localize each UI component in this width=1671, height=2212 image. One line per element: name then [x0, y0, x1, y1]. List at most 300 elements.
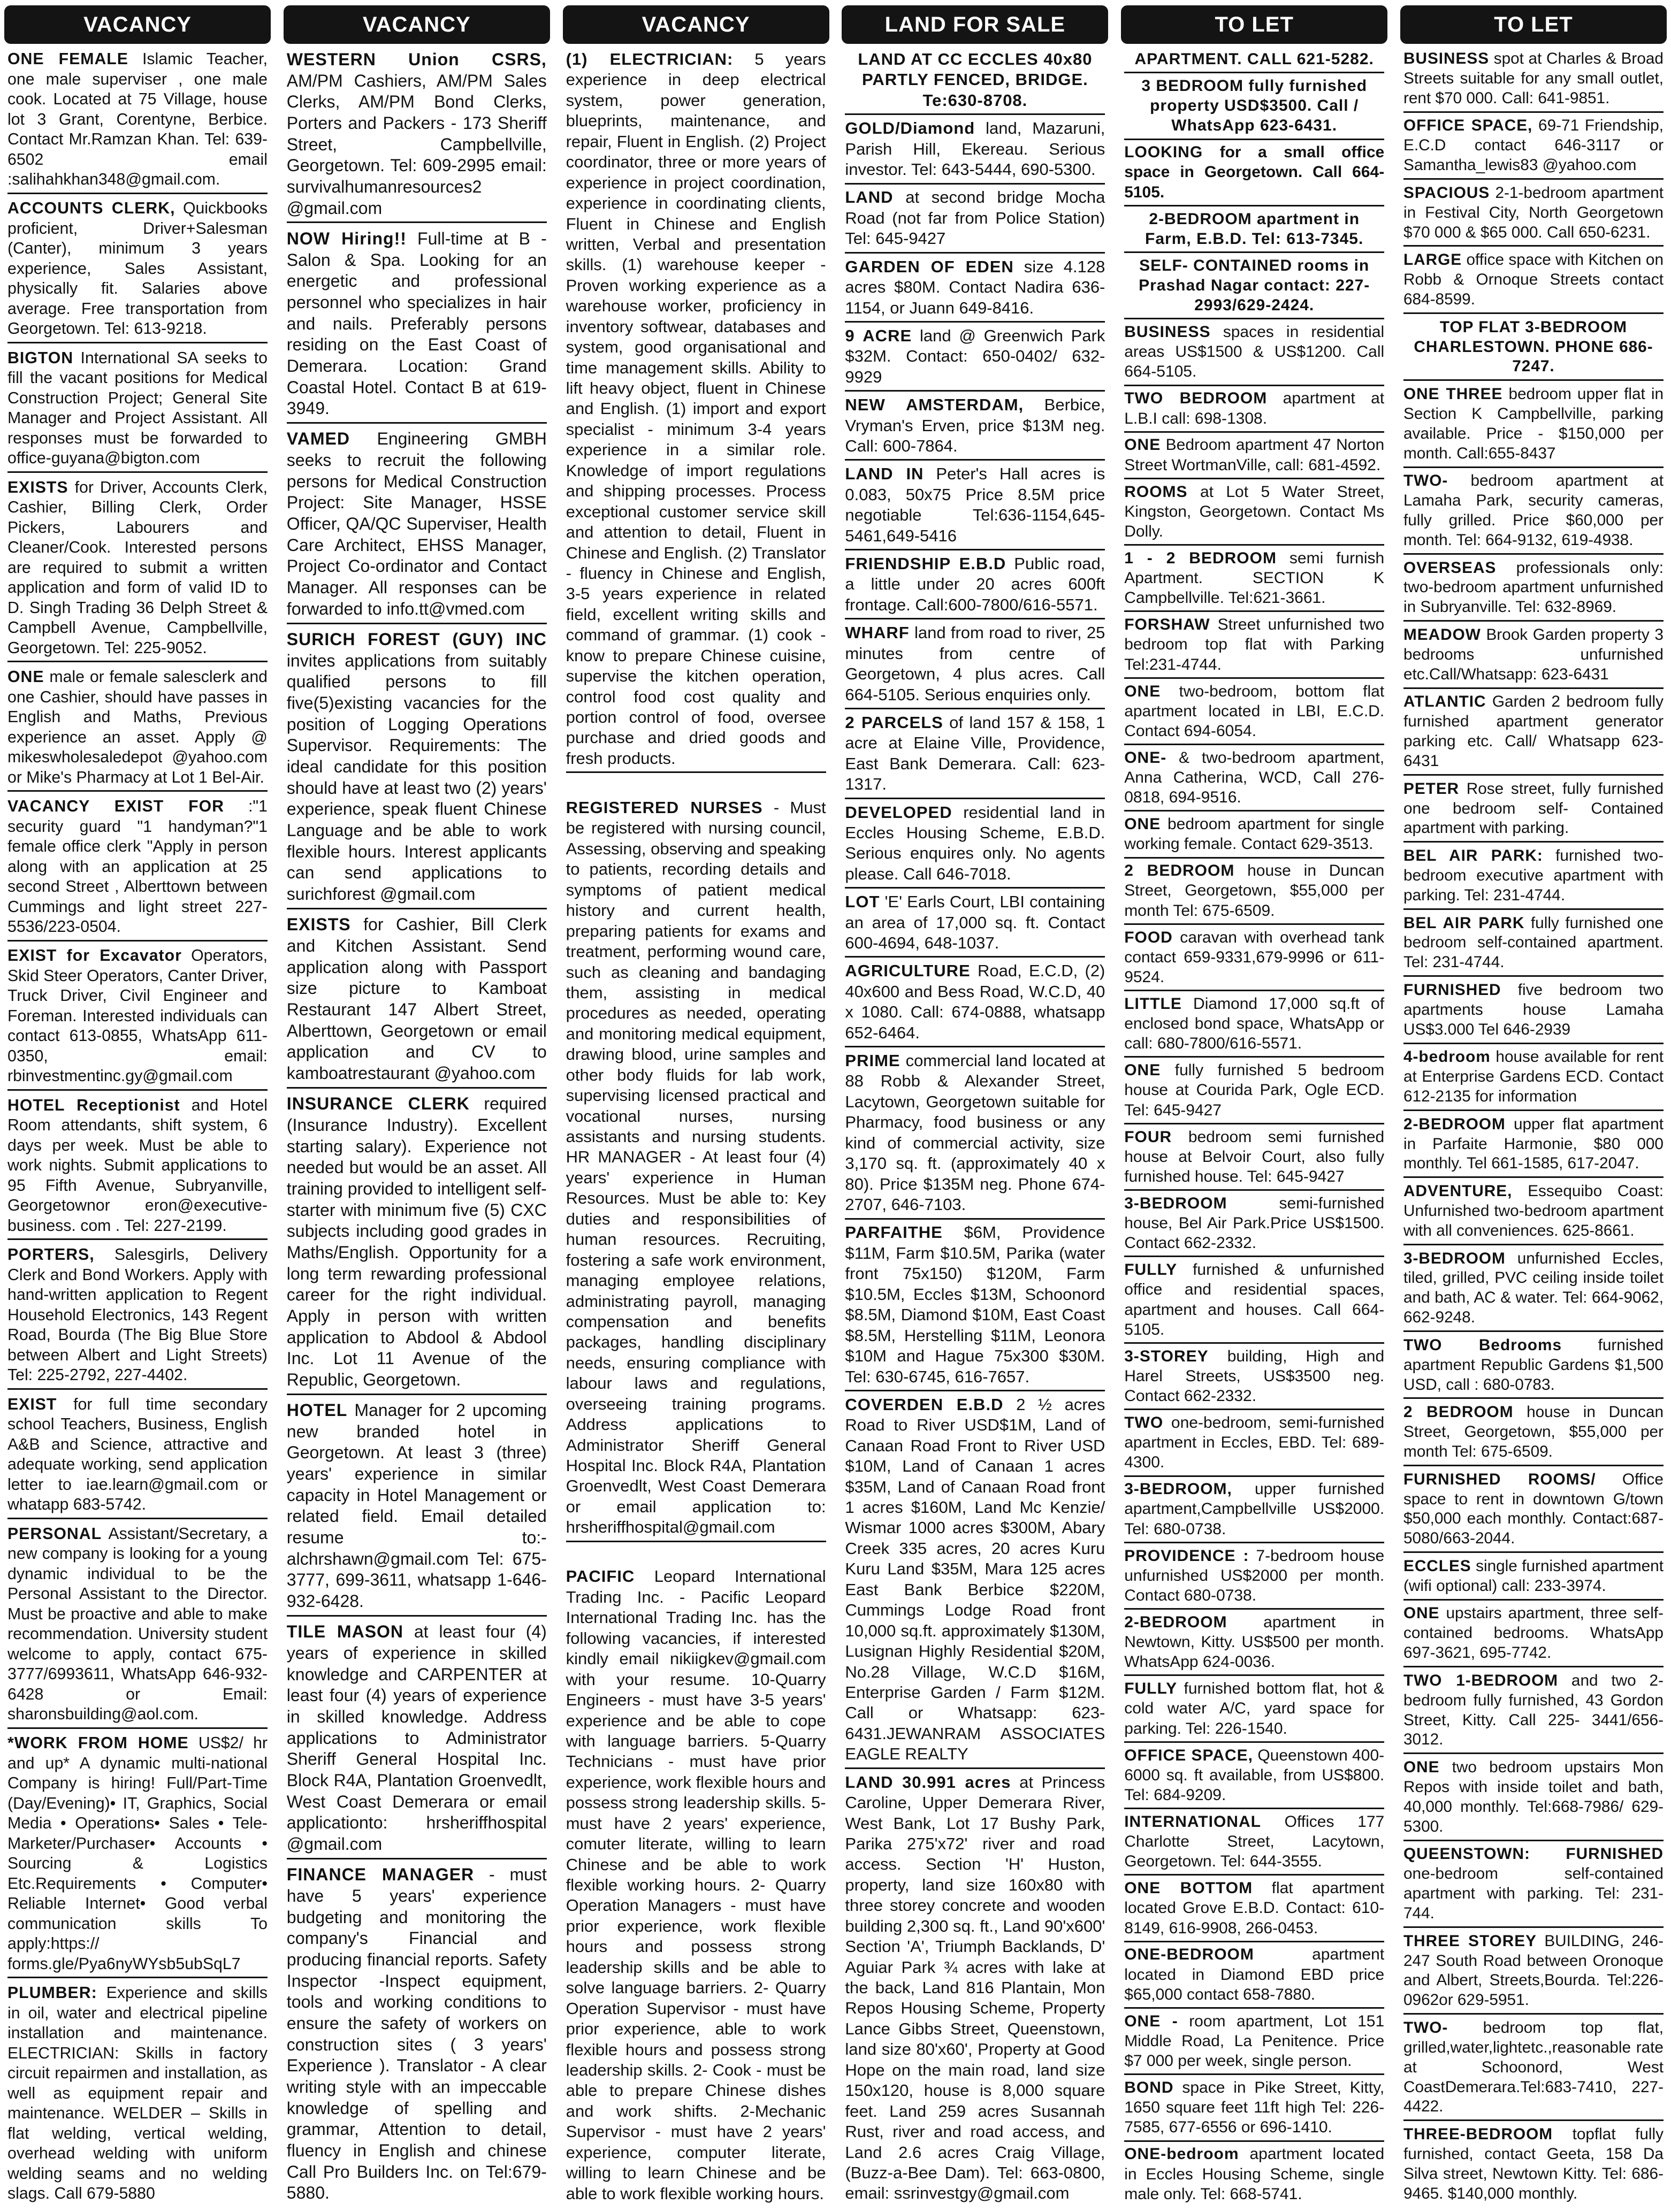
classified-ad — [1124, 433, 1384, 479]
classified-ad — [1403, 1602, 1664, 1667]
ad-lead: 2 BEDROOM — [1403, 1403, 1514, 1421]
classified-ad — [1403, 469, 1664, 555]
classified-ad — [1124, 1258, 1384, 1344]
column-to-let-2 — [1400, 5, 1667, 2207]
ad-body: Berbice, Vryman's Erven, price $13M neg. Call: 600-7864. — [845, 395, 1105, 455]
ad-body: semi-furnished house, Bel Air Park.Price US$1500. Contact 662-2332. — [1124, 1194, 1385, 1252]
ad-body: Offices 177 Charlotte Street, Lacytown, Georgetown. Tel: 644-3555. — [1124, 1812, 1385, 1871]
ad-lead: 1 - 2 BEDROOM — [1124, 549, 1277, 567]
classified-ad — [1124, 386, 1384, 432]
ad-body: semi furnish Apartment. SECTION K Campbellville. Tel:621-3661. — [1124, 549, 1385, 607]
classified-ad — [287, 627, 547, 909]
classified-ad — [287, 1619, 547, 1859]
ad-lead: VAMED — [286, 429, 350, 449]
ad-body: for Cashier, Bill Clerk and Kitchen Assistant. Send application along with Passport size picture to Kamboat Restaurant 147 Albert Street, Alberttown, Georgetown or email application and CV to kamboatrestaurant @yahoo.com — [286, 915, 547, 1083]
classified-ad — [287, 912, 547, 1088]
ad-lead: NOW Hiring!! — [286, 228, 407, 248]
classified-ad — [7, 196, 268, 343]
ad-lead: WESTERN Union CSRS, — [286, 50, 547, 69]
ad-body: flat apartment located Grove E.B.D. Contact: 610-8149, 616-9908, 266-0453. — [1124, 1879, 1385, 1937]
ad-lead: HOTEL — [286, 1400, 348, 1420]
classified-ad — [1403, 1400, 1664, 1466]
ad-lead: EXISTS — [286, 915, 351, 935]
classified-ad — [7, 944, 268, 1091]
ad-lead: BUSINESS — [1403, 50, 1490, 67]
ad-body: five bedroom two apartments house Lamaha US$3.000 Tel 646-2939 — [1403, 981, 1664, 1038]
ad-body: $6M, Providence $11M, Farm $10.5M, Parika (water front 75x150) $120M, Farm $10.5M, Eccles $13M, Schoonord $8.5M, Diamond $10M, East Coast $8.5M, Herstelling $11M, Leonora $10M and Hague 75x300 $30M. Tel: 630-6745, 616-7657. — [845, 1223, 1105, 1386]
ad-body: furnished bottom flat, hot & cold water A/C, yard space for parking. Tel: 226-1540. — [1124, 1680, 1385, 1738]
classifieds-page — [4, 5, 1667, 2207]
ad-lead: TWO — [1124, 1413, 1164, 1432]
ad-body: US$2/ hr and up* A dynamic multi-national Company is hiring! Full/Part-Time (Day/Evening)• IT, Graphics, Social Media • Operations• Sales • Tele-Marketer/Purchaser• Accounts • Sourcing & Logistics Etc.Requirements • Computer• Reliable Internet• Good verbal communication skills To apply:https:// forms.gle/Pya6nyWYsb5ubSqL7 — [7, 1734, 268, 1973]
ad-lead: 4-bedroom — [1403, 1048, 1491, 1066]
ad-lead: ONE — [1124, 815, 1161, 833]
ad-lead: PLUMBER: — [7, 1984, 97, 2002]
ad-body: Public road, a little under 20 acres 600ft frontage. Call:600-7800/616-5571. — [845, 554, 1105, 614]
ad-body: one-bedroom, semi-furnished apartment in Eccles, EBD. Tel: 689-4300. — [1124, 1413, 1385, 1472]
ad-body: 7-bedroom house unfurnished US$2000 per month. Contact 680-0738. — [1124, 1547, 1385, 1604]
ad-lead: BEL AIR PARK: — [1403, 847, 1543, 865]
ad-lead: ONE-BEDROOM — [1124, 1946, 1254, 1964]
classified-ad — [1403, 1468, 1664, 1553]
ad-lead: FORSHAW — [1124, 616, 1210, 634]
ad-body: land, Mazaruni, Parish Hill, Ekereau. Serious investor. Tel: 643-5444, 690-5300. — [845, 119, 1105, 179]
classified-ad — [845, 393, 1105, 461]
column-land-for-sale — [842, 5, 1108, 2207]
ad-body: Experience and skills in oil, water and electrical pipeline installation and maintenance. ELECTRICIAN: Skills in factory circuit repairmen and installation, as well as equipment repair and maintenance. WELDER – Skills in flat welding, vertical welding, overhead welding with uniform welding seams and no welding slags. Call 679-5880 — [7, 1984, 268, 2203]
ad-body: 2-1-bedroom apartment in Festival City, North Georgetown $70 000 & $65 000. Call 650-6231. — [1403, 183, 1664, 241]
ad-lead: 2-BEDROOM apartment in Farm, E.B.D. Tel: 613-7345. — [1145, 210, 1364, 248]
ad-lead: TWO Bedrooms — [1403, 1336, 1562, 1354]
ad-body: bedroom top flat, grilled,water,lightetc.,reasonable rate at Schoonord, West CoastDemerara.Tel:683-7410, 227-4422. — [1403, 2018, 1664, 2116]
ad-body: BUILDING, 246-247 South Road between Oronoque and Albert, Streets,Bourda. Tel:226-0962or 629-5951. — [1403, 1932, 1664, 2009]
classified-ad — [1124, 2142, 1384, 2207]
ad-list — [4, 47, 271, 2207]
ad-lead: *WORK FROM HOME — [7, 1734, 189, 1752]
classified-ad — [1124, 1677, 1384, 1743]
ad-lead: LITTLE — [1124, 994, 1182, 1013]
ad-lead: TWO BEDROOM — [1124, 389, 1268, 408]
ad-body: caravan with overhead tank contact 659-9331,679-9996 or 611-9524. — [1124, 928, 1385, 986]
ad-body: size 4.128 acres $80M. Contact Nadira 636-1154, or Juann 649-8416. — [845, 257, 1105, 317]
ad-body: bedroom apartment for single working female. Contact 629-3513. — [1124, 815, 1385, 853]
ad-body: professionals only: two-bedroom apartment unfurnished in Subryanville. Tel: 632-8969. — [1403, 558, 1664, 616]
ad-lead: FULLY — [1124, 1261, 1178, 1279]
ad-lead: DEVELOPED — [845, 802, 952, 822]
ad-body: invites applications from suitably qualified persons to fill five(5)existing vacancies for the position of Logging Operations Supervisor. Requirements: The ideal candidate for this position should have at least two (2) years' experience, speak fluent Chinese Language and be able to work flexible hours. Interest applicants can send applications to surichforest @gmail.com — [286, 650, 547, 904]
classified-ad — [1403, 316, 1664, 381]
ad-body: Operators, Skid Steer Operators, Canter Driver, Truck Driver, Civil Engineer and Foreman. Interested individuals can contact 613-0855, WhatsApp 611-0350, email: rbinvestmentinc.gy@gmail.com — [7, 947, 268, 1085]
ad-list — [563, 47, 829, 2207]
classified-ad — [1124, 2076, 1384, 2142]
ad-lead: ONE — [1124, 682, 1161, 700]
ad-body: Bedroom apartment 47 Norton Street WortmanVille, call: 681-4592. — [1124, 436, 1385, 474]
ad-lead: ONE THREE — [1403, 385, 1503, 403]
classified-ad — [1403, 777, 1664, 843]
column-header: TO LET — [1400, 5, 1667, 44]
ad-body: Leopard International Trading Inc. - Pacific Leopard International Trading Inc. has the following vacancies, if interested kindly email nikiigkev@gmail.com with your resume. 10-Quarry Engineers - must have 3-5 years' experience and be able to cope with language barriers. 5-Quarry Technicians - must have prior experience, work flexible hours and possess strong leadership skills. 5- must have 2 years' experience, comuter literate, willing to learn Chinese and be able to work flexible working hours. 2- Quarry Operation Managers - must have prior experience, work flexible hours and possess strong leadership skills and be able to solve language barriers. 2- Quarry Operation Supervisor - must have prior experience, able to work flexible hours and possess strong leadership skills. 2- Cook - must be able to prepare Chinese dishes and work shifts. 2-Mechanic Supervisor - must have 2 years' experience, computer literate, willing to learn Chinese and be able to work flexible working hours. — [566, 1567, 826, 2203]
column-vacancy-1 — [4, 5, 271, 2207]
classified-ad — [845, 1220, 1105, 1391]
classified-ad — [1403, 382, 1664, 468]
classified-ad — [287, 47, 547, 223]
ad-lead: EXIST — [7, 1395, 57, 1413]
classified-ad — [1124, 254, 1384, 320]
classified-ad — [7, 1392, 268, 1519]
ad-lead: FOOD — [1124, 928, 1173, 946]
ad-body: house in Duncan Street, Georgetown, $55,000 per month Tel: 675-6509. — [1124, 862, 1385, 920]
ad-body: fully furnished one bedroom self-contained apartment. Tel: 231-4744. — [1403, 914, 1664, 971]
ad-lead: BUSINESS — [1124, 323, 1211, 341]
ad-body: Peter's Hall acres is 0.083, 50x75 Price 8.5M price negotiable Tel:636-1154,645-5461,649-5416 — [845, 464, 1105, 545]
classified-ad — [1403, 1247, 1664, 1333]
ad-lead: (1) ELECTRICIAN: — [566, 50, 734, 68]
ad-lead: BOND — [1124, 2079, 1174, 2097]
classified-ad — [1124, 1191, 1384, 1258]
ad-body: Garden 2 bedroom fully furnished apartment generator parking etc. Call/ Whatsapp 623-6431 — [1403, 693, 1664, 770]
ad-body: International SA seeks to fill the vacant positions for Medical Construction Project; General Site Manager and Project Assistant. All responses must be forwarded to office-guyana@bigton.com — [7, 349, 268, 468]
ad-body: office space with Kitchen on Robb & Ornoque Streets contact 684-8599. — [1403, 251, 1664, 308]
ad-body: topflat fully furnished, contact Geeta, 158 Da Silva street, Newtown Kitty. Tel: 686-9465. $140,000 monthly. — [1403, 2125, 1664, 2202]
ad-lead: ONE BOTTOM — [1124, 1879, 1253, 1897]
ad-body: for full time secondary school Teachers, Business, English A&B and Science, attractive and adequate working, send application letter to iae.learn@gmail.com or whatapp 683-5742. — [7, 1395, 268, 1514]
classified-ad — [1124, 992, 1384, 1058]
classified-ad — [1124, 546, 1384, 613]
ad-lead: 3 BEDROOM fully furnished property USD$3500. Call / WhatsApp 623-6431. — [1141, 76, 1368, 135]
classified-ad — [7, 1731, 268, 1978]
ad-body: Office space to rent in downtown G/town $50,000 each monthly. Contact:687-5080/663-2044. — [1403, 1470, 1664, 1548]
classified-ad — [7, 476, 268, 663]
ad-lead: THREE STOREY — [1403, 1932, 1537, 1950]
ad-lead: FINANCE MANAGER — [286, 1865, 475, 1885]
ad-body: bedroom upper flat in Section K Campbellville, parking available. Price - $150,000 per month. Call:655-8437 — [1403, 385, 1664, 462]
ad-lead: COVERDEN E.B.D — [845, 1395, 1004, 1414]
classified-ad — [845, 890, 1105, 958]
classified-ad — [1124, 1477, 1384, 1543]
ad-body: Salesgirls, Delivery Clerk and Bond Workers. Apply with hand-written application to Regent Household Electronics, 143 Regent Road, Bourda (The Big Blue Store between Albert and Light Streets) Tel: 225-2792, 227-4402. — [7, 1246, 268, 1384]
ad-lead: 3-STOREY — [1124, 1347, 1209, 1365]
ad-lead: LAND IN — [845, 464, 924, 484]
ad-body: Brook Garden property 3 bedrooms unfurnished etc.Call/Whatsapp: 623-6431 — [1403, 626, 1664, 683]
ad-body: upstairs apartment, three self-contained bedrooms. WhatsApp 697-3621, 695-7742. — [1403, 1604, 1664, 1662]
ad-lead: TWO 1-BEDROOM — [1403, 1671, 1559, 1689]
ad-lead: THREE-BEDROOM — [1403, 2125, 1553, 2144]
classified-ad — [1124, 1942, 1384, 2009]
ad-lead: FULLY — [1124, 1680, 1178, 1698]
classified-ad — [1403, 912, 1664, 977]
classified-ad — [1124, 1743, 1384, 1810]
ad-lead: INSURANCE CLERK — [286, 1094, 470, 1114]
classified-ad — [1124, 613, 1384, 679]
classified-ad — [1403, 1930, 1664, 2015]
classified-ad — [1403, 556, 1664, 622]
ad-lead: 2 BEDROOM — [1124, 862, 1235, 880]
classified-ad — [845, 324, 1105, 392]
ad-lead: SURICH FOREST (GUY) INC — [286, 630, 547, 649]
ad-body: commercial land located at 88 Robb & Alexander Street, Lacytown, Georgetown suitable for Pharmacy, food business or any kind of commercial activity, size 3,170 sq. ft. (approximately 40 x 80). Price $135M neg. Phone 674-2707, 646-7103. — [845, 1051, 1105, 1214]
classified-ad — [845, 1048, 1105, 1220]
classified-ad — [1403, 1045, 1664, 1111]
ad-lead: GOLD/Diamond — [845, 119, 975, 138]
classified-ad — [845, 710, 1105, 799]
classified-ad — [1124, 140, 1384, 206]
ad-lead: PETER — [1403, 779, 1460, 798]
ad-body: house in Duncan Street, Georgetown, $55,000 per month Tel: 675-6509. — [1403, 1403, 1664, 1460]
classified-ad — [845, 462, 1105, 550]
ad-body: unfurnished Eccles, tiled, grilled, PVC ceiling inside toilet and bath, AC & water. Tel: 664-9062, 662-9248. — [1403, 1249, 1664, 1327]
column-header: LAND FOR SALE — [842, 5, 1108, 44]
classified-ad — [7, 47, 268, 194]
classified-ad — [1403, 248, 1664, 314]
ad-body: single furnished apartment (wifi optional) call: 233-3974. — [1403, 1557, 1664, 1595]
ad-lead: FURNISHED — [1403, 981, 1501, 999]
ad-body: upper furnished apartment,Campbellville US$2000. Tel: 680-0738. — [1124, 1480, 1385, 1538]
ad-lead: LAND — [845, 188, 894, 207]
classified-ad — [1124, 812, 1384, 858]
classified-ad — [1403, 1669, 1664, 1755]
ad-list — [1121, 47, 1387, 2207]
ad-list — [842, 47, 1108, 2207]
column-to-let-1 — [1121, 5, 1387, 2207]
classified-ad — [1124, 1058, 1384, 1124]
ad-body: bedroom apartment at Lamaha Park, security cameras, fully grilled. Price $60,000 per month. Tel: 664-9132, 619-4938. — [1403, 472, 1664, 549]
classified-ad — [1124, 320, 1384, 386]
classified-ad — [845, 116, 1105, 184]
ad-lead: 3-BEDROOM — [1403, 1249, 1506, 1267]
classified-ad — [1124, 746, 1384, 812]
ad-lead: SELF- CONTAINED rooms in Prashad Nagar contact: 227-2993/629-2424. — [1139, 256, 1370, 315]
ad-lead: 3-BEDROOM — [1124, 1194, 1227, 1212]
ad-lead: TWO- — [1403, 472, 1448, 490]
classified-ad — [1403, 1334, 1664, 1399]
ad-body: for a small office space in Georgetown. Call 664-5105. — [1124, 143, 1385, 201]
classified-ad — [1403, 47, 1664, 113]
ad-lead: 9 ACRE — [845, 326, 912, 345]
ad-body: AM/PM Cashiers, AM/PM Sales Clerks, AM/PM Bond Clerks, Porters and Packers - 173 Sheriff Street, Campbellville, Georgetown. Tel: 609-2995 email: survivalhumanresources2 @gmail.com — [286, 71, 547, 218]
ad-lead: AGRICULTURE — [845, 961, 971, 981]
ad-body: 5 years experience in deep electrical system, power generation, blueprints, maintenance, and repair, Fluent in English. (2) Project coordinator, three or more years of experience in project coordination, experience in coordinating clients, Fluent in Chinese and English written, Verbal and presentation skills. (1) warehouse keeper - Proven working experience as a warehouse worker, proficiency in inventory softwear, databases and system, good organisational and time management skills. Ability to lift heavy object, fluent in Chinese and English. (1) import and export specialist - minimum 3-4 years experience in a similar role. Knowledge of import regulations and shipping processes. Process exceptional customer service skill and attention to detail, Fluent in Chinese and English. (2) Translator - fluency in Chinese and English, 3-5 years experience in related field, excellent writing skills and command of grammar. (1) cook - know to prepare Chinese cuisine, supervise the kitchen operation, control food cost quality and portion control of food, oversee purchase and dried goods and fresh products. — [566, 50, 826, 768]
classified-ad — [845, 959, 1105, 1047]
ad-body: residential land in Eccles Housing Scheme, E.B.D. Serious enquires only. No agents please. Call 646-7018. — [845, 802, 1105, 883]
classified-ad — [1124, 859, 1384, 925]
ad-body: required (Insurance Industry). Excellent starting salary). Experience not needed but would be an asset. All training provided to intelligent self-starter with minimum five (5) CXC subjects including good grades in Maths/English. Opportunity for a long term rewarding professional career for the right individual. Apply in person with written application to Abdool & Abdool Inc. Lot 11 Avenue of the Republic, Georgetown. — [286, 1094, 547, 1389]
ad-body: apartment in Newtown, Kitty. US$500 per month. WhatsApp 624-0036. — [1124, 1613, 1385, 1671]
classified-ad — [1124, 1411, 1384, 1477]
ad-list — [1400, 47, 1667, 2207]
ad-body: room apartment, Lot 151 Middle Road, La Penitence. Price $7 000 per week, single person. — [1124, 2012, 1385, 2070]
ad-body: apartment at L.B.I call: 698-1308. — [1124, 389, 1385, 427]
ad-lead: REGISTERED NURSES — [566, 798, 763, 817]
classified-ad — [1124, 1610, 1384, 1677]
classified-ad — [845, 1392, 1105, 1769]
classified-ad — [566, 1564, 826, 2207]
classified-ad — [287, 426, 547, 624]
ad-lead: ONE-bedroom — [1124, 2145, 1239, 2163]
ad-body: apartment located in Eccles Housing Scheme, single male only. Tel: 668-5741. — [1124, 2145, 1385, 2203]
ad-lead: SPACIOUS — [1403, 183, 1490, 202]
ad-lead: 2 PARCELS — [845, 713, 943, 732]
ad-body: building, High and Harel Streets, US$3500 neg. Contact 662-2332. — [1124, 1347, 1385, 1405]
ad-lead: PERSONAL — [7, 1525, 102, 1543]
ad-lead: TOP FLAT 3-BEDROOM CHARLESTOWN. PHONE 686-7247. — [1414, 318, 1653, 376]
ad-lead: VACANCY EXIST FOR — [7, 798, 225, 816]
classified-ad — [1403, 690, 1664, 776]
ad-lead: PRIME — [845, 1051, 901, 1070]
ad-lead: BEL AIR PARK — [1403, 914, 1525, 932]
ad-lead: PROVIDENCE : — [1124, 1547, 1249, 1565]
ad-lead: LAND AT CC ECCLES 40x80 PARTLY FENCED, BRIDGE. Te:630-8708. — [858, 50, 1093, 110]
ad-lead: ONE- — [1124, 748, 1167, 767]
classified-ad — [845, 552, 1105, 619]
ad-lead: TILE MASON — [286, 1622, 404, 1642]
classified-ad — [1124, 1344, 1384, 1411]
ad-lead: WHARF — [845, 623, 910, 642]
ad-lead: INTERNATIONAL — [1124, 1812, 1261, 1831]
classified-ad — [287, 1398, 547, 1617]
classified-ad — [1403, 1180, 1664, 1245]
ad-lead: PARFAITHE — [845, 1223, 943, 1242]
classified-ad — [287, 1862, 547, 2207]
classified-ad — [1403, 114, 1664, 180]
ad-body: Diamond 17,000 sq.ft of enclosed bond space, WhatsApp or call: 680-7800/616-5571. — [1124, 994, 1385, 1053]
classified-ad — [845, 255, 1105, 323]
classified-ad — [7, 1243, 268, 1390]
ad-lead: ECCLES — [1403, 1557, 1471, 1575]
ad-body: Queenstown 400-6000 sq. ft available, from US$800. Tel: 684-9209. — [1124, 1746, 1385, 1804]
ad-body: land from road to river, 25 minutes from centre of Georgetown, 4 plus acres. Call 664-5105. Serious enquiries only. — [845, 623, 1105, 704]
classified-ad — [845, 1770, 1105, 2207]
classified-ad — [1403, 2016, 1664, 2121]
ad-body: - Must be registered with nursing council, Assessing, observing and speaking to patients, recording details and symptoms of patient medical history and current health, preparing patients for exams and treatment, performing wound care, such as cleaning and bandaging them, assisting in medical procedures as needed, operating and monitoring medical equipment, drawing blood, urine samples and other body fluids for lab work, supervising licensed practical and vocational nurses, nursing assistants and nursing students. HR MANAGER - At least four (4) years' experience in Human Resources. Must be able to: Key duties and responsibilities of human resources. Recruiting, fostering a safe work environment, managing employee relations, administrating payroll, managing compensation and benefits packages, handling disciplinary needs, ensuring compliance with labour laws and regulations, overseeing training programs. Address applications to Administrator Sheriff General Hospital Inc. Block R4A, Plantation Groenvedlt, West Coast Demerara or email application to: hrsheriffhospital@gmail.com — [566, 798, 826, 1537]
ad-body: land @ Greenwich Park $32M. Contact: 650-0402/ 632-9929 — [845, 326, 1105, 386]
ad-body: 2 ½ acres Road to River USD$1M, Land of Canaan Road Front to River USD $10M, Land of Canaan 1 acres $35M, Land of Canaan Road front 1 acres $160M, Land Mc Kenzie/ Wismar 1000 acres $300M, Abary Creek 335 acres, 20 acres Kuru Kuru Land $35M, Mara 125 acres East Bank Berbice $220M, Cummings Lodge Road front 10,000 sq.ft. approximately $130M, Lusignan Highly Residential $20M, No.28 Village, W.C.D $16M, Enterprise Garden / Farm $12M. Call or Whatsapp: 623-6431.JEWANRAM ASSOCIATES EAGLE REALTY — [845, 1395, 1105, 1764]
ad-body: - must have 5 years' experience budgeting and monitoring the company's Financial and producing financial reports. Safety Inspector -Inspect equipment, tools and working conditions to ensure the safety of workers on construction sites ( 3 years' Experience ). Translator - A clear writing style with an impeccable knowledge of spelling and grammar, Attention to detail, fluency in English and chinese Call Pro Builders Inc. on Tel:679-5880. — [286, 1865, 547, 2203]
classified-ad — [1403, 1113, 1664, 1178]
ad-lead: APARTMENT. CALL 621-5282. — [1134, 50, 1374, 68]
ad-lead: EXISTS — [7, 478, 68, 496]
ad-lead: HOTEL Receptionist — [7, 1096, 180, 1114]
ad-lead: ONE — [1124, 436, 1161, 454]
ad-body: one-bedroom self-contained apartment with parking. Tel: 231-744. — [1403, 1865, 1664, 1923]
ad-body: Engineering GMBH seeks to recruit the following persons for Medical Construction Project: Site Manager, HSSE Officer, QA/QC Superviser, Health Care Architect, EHSS Manager, Project Co-ordinator and Contact Manager. All responses can be forwarded to info.tt@vmed.com — [286, 429, 547, 618]
ad-lead: ONE — [1403, 1604, 1440, 1622]
ad-lead: ONE — [7, 668, 44, 686]
ad-lead: ACCOUNTS CLERK, — [7, 200, 176, 218]
ad-lead: ROOMS — [1124, 483, 1188, 501]
classified-ad — [1403, 181, 1664, 247]
ad-body: furnished two-bedroom executive apartment with parking. Tel: 231-4744. — [1403, 847, 1664, 904]
classified-ad — [845, 800, 1105, 889]
ad-lead: LOOKING — [1124, 143, 1203, 162]
ad-body: male or female salesclerk and one Cashier, should have passes in English and Maths, Previous experience an asset. Apply @ mikeswholesaledepot @yahoo.com or Mike's Pharmacy at Lot 1 Bel-Air. — [7, 668, 268, 786]
ad-body: upper flat apartment in Parfaite Harmonie, $80 000 monthly. Tel 661-1585, 617-2047. — [1403, 1115, 1664, 1173]
ad-body: spot at Charles & Broad Streets suitable for any small outlet, rent $70 000. Call: 641-9851. — [1403, 50, 1664, 107]
ad-body: 'E' Earls Court, LBI containing an area of 17,000 sq. ft. Contact 600-4694, 648-1037. — [845, 892, 1105, 953]
ad-body: furnished apartment Republic Gardens $1,500 USD, call : 680-0783. — [1403, 1336, 1664, 1394]
ad-body: :"1 security guard "1 handyman?"1 female office clerk "Apply in person along with an application at 25 second Street , Alberttown between Cummings and light street 227-5536/223-0504. — [7, 798, 268, 936]
ad-lead: NEW AMSTERDAM, — [845, 395, 1024, 415]
column-header: TO LET — [1121, 5, 1387, 44]
ad-body: Rose street, fully furnished one bedroom self- Contained apartment with parking. — [1403, 779, 1664, 837]
ad-body: house available for rent at Enterprise Gardens ECD. Contact 612-2135 for information — [1403, 1048, 1664, 1106]
ad-lead: PACIFIC — [566, 1567, 635, 1586]
classified-ad — [566, 795, 826, 1542]
classified-ad — [845, 47, 1105, 115]
classified-ad — [7, 346, 268, 473]
ad-lead: PORTERS, — [7, 1246, 95, 1264]
classified-ad — [7, 1981, 268, 2207]
ad-lead: 2-BEDROOM — [1403, 1115, 1506, 1133]
classified-ad — [1403, 1756, 1664, 1841]
ad-body: at Princess Caroline, Upper Demerara River, West Bank, Lot 17 Bushy Park, Parika 275'x72' river and road access. Section 'H' Huston, property, land size 160x80 with three storey concrete and wooden building 2,300 sq. ft., Land 90'x600' Section 'A', Triumph Backlands, D' Aguiar Park ¾ acres with lake at the back, Land 816 Plantain, Mon Repos Housing Scheme, Property Lance Gibbs Street, Queenstown, land size 80'x60', Property at Good Hope on the main road, land size 150x120, house is 8,000 square feet. Land 259 acres Susannah Rust, river and road access, and Land 2.6 acres Craig Village, (Buzz-a-Bee Dam). Tel: 663-0800, email: ssrinvestgy@gmail.com — [845, 1772, 1105, 2203]
classified-ad — [7, 794, 268, 942]
classified-ad — [1124, 47, 1384, 73]
ad-lead: FRIENDSHIP E.B.D — [845, 554, 1006, 573]
ad-body: Islamic Teacher, one male superviser , one male cook. Located at 75 Village, house lot 3 Grant, Corentyne, Berbice. Contact Mr.Ramzan Khan. Tel: 639-6502 email :salihahkhan348@gmail.com. — [7, 50, 268, 188]
ad-lead: ATLANTIC — [1403, 693, 1486, 711]
ad-body: and two 2-bedroom fully furnished, 43 Gordon Street, Kitty. Call 225- 3441/656-3012. — [1403, 1671, 1664, 1749]
ad-lead: FURNISHED ROOMS/ — [1403, 1470, 1596, 1488]
ad-lead: ONE - — [1124, 2012, 1178, 2030]
classified-ad — [1403, 623, 1664, 689]
ad-body: & two-bedroom apartment, Anna Catherina, WCD, Call 276-0818, 694-9516. — [1124, 748, 1385, 807]
ad-lead: ONE FEMALE — [7, 50, 128, 68]
ad-lead: QUEENSTOWN: FURNISHED — [1403, 1845, 1664, 1863]
ad-lead: ADVENTURE, — [1403, 1182, 1513, 1200]
ad-lead: OFFICE SPACE, — [1124, 1746, 1253, 1764]
classified-ad — [1124, 1544, 1384, 1610]
classified-ad — [1124, 207, 1384, 253]
ad-body: and Hotel Room attendants, shift system, 6 days per week. Must be able to work nights. Submit applications to 95 Fifth Avenue, Subryanville, Georgetownor eron@executive-business. com . Tel: 227-2199. — [7, 1096, 268, 1235]
ad-body: Manager for 2 upcoming new branded hotel in Georgetown. At least 3 (three) years' experience in similar capacity in Hotel Management or related field. Email detailed resume to:-alchrshawn@gmail.com Tel: 675-3777, 699-3611, whatsapp 1-646-932-6428. — [286, 1400, 547, 1611]
ad-lead: 2-BEDROOM — [1124, 1613, 1227, 1631]
ad-body: Road, E.C.D, (2) 40x600 and Bess Road, W.C.D, 40 x 1080. Call: 674-0888, whatsapp 652-6464. — [845, 961, 1105, 1042]
ad-body: space in Pike Street, Kitty, 1650 square feet 11ft high Tel: 226-7585, 677-6556 or 696-1410. — [1124, 2079, 1385, 2137]
ad-body: Essequibo Coast: Unfurnished two-bedroom apartment with all conveniences. 625-8661. — [1403, 1182, 1664, 1239]
ad-body: bedroom semi furnished house at Belvoir Court, also fully furnished house. Tel: 645-9427 — [1124, 1128, 1385, 1185]
ad-body: of land 157 & 158, 1 acre at Elaine Ville, Providence, East Bank Demerara. Call: 623-1317. — [845, 713, 1105, 794]
classified-ad — [1403, 978, 1664, 1044]
classified-ad — [1403, 1555, 1664, 1601]
classified-ad — [7, 1093, 268, 1241]
ad-lead: BIGTON — [7, 349, 74, 367]
ad-lead: EXIST for Excavator — [7, 947, 182, 965]
ad-lead: FOUR — [1124, 1128, 1172, 1146]
classified-ad — [1124, 679, 1384, 746]
ad-body: at least four (4) years of experience in skilled knowledge and CARPENTER at least four (4) years of experience in skilled knowledge. Address applications to Administrator Sheriff General Hospital Inc. Block R4A, Plantation Groenvedlt, West Coast Demerara or email applicationto: hrsheriffhospital @gmail.com — [286, 1622, 547, 1854]
classified-ad — [845, 185, 1105, 253]
classified-ad — [1124, 480, 1384, 546]
ad-lead: TWO- — [1403, 2018, 1448, 2037]
ad-body: two-bedroom, bottom flat apartment located in LBI, E.C.D. Contact 694-6054. — [1124, 682, 1385, 740]
ad-body: 69-71 Friendship, E.C.D contact 646-3117 or Samantha_lewis83 @yahoo.com — [1403, 117, 1664, 174]
classified-ad — [7, 665, 268, 792]
ad-body: at second bridge Mocha Road (not far from Police Station) Tel: 645-9427 — [845, 188, 1105, 248]
classified-ad — [287, 1091, 547, 1395]
ad-body: Street unfurnished two bedroom top flat with Parking Tel:231-4744. — [1124, 616, 1385, 673]
classified-ad — [1403, 844, 1664, 910]
ad-body: apartment located in Diamond EBD price $65,000 contact 658-7880. — [1124, 1946, 1385, 2003]
ad-body: at Lot 5 Water Street, Kingston, Georgetown. Contact Ms Dolly. — [1124, 483, 1385, 540]
column-vacancy-2 — [284, 5, 550, 2207]
ad-body: spaces in residential areas US$1500 & US$1200. Call 664-5105. — [1124, 323, 1385, 381]
ad-lead: LOT — [845, 892, 880, 912]
ad-body: for Driver, Accounts Clerk, Cashier, Billing Clerk, Order Pickers, Labourers and Cleaner/Cook. Interested persons are required to submit a written application and form of valid ID to D. Singh Trading 36 Delph Street & Campbell Avenue, Campbellville, Georgetown. Tel: 225-9052. — [7, 478, 268, 657]
classified-ad — [287, 226, 547, 424]
ad-lead: ONE — [1124, 1061, 1161, 1080]
classified-ad — [566, 47, 826, 773]
classified-ad — [1403, 1842, 1664, 1928]
